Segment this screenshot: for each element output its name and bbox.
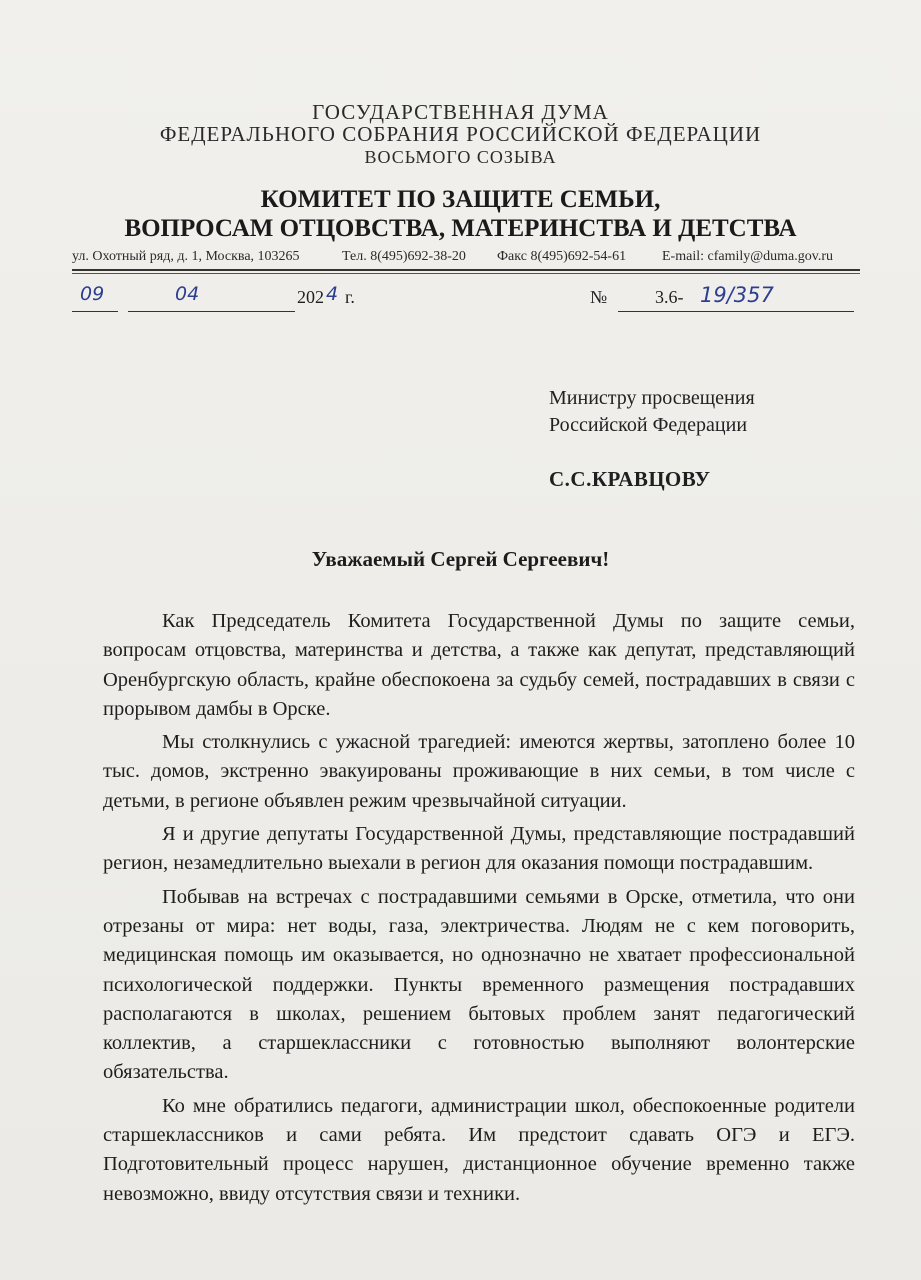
number-prefix: 3.6- (655, 287, 684, 307)
contact-phone: Тел. 8(495)692-38-20 (342, 249, 466, 264)
header-rule-thin (72, 273, 860, 274)
paragraph-1: Как Председатель Комитета Государственной Думы по защите семьи, вопросам отцовства, материнства и детства, а также как депутат, представляющий Оренбургскую область, крайне обеспокоена за судьбу семей, пострадавших в связи с прорывом дамбы в Орске. (103, 610, 855, 720)
number-line (618, 311, 854, 312)
addressee-name: С.С.КРАВЦОВУ (549, 467, 711, 491)
paragraph-3: Я и другие депутаты Государственной Думы, представляющие пострадавший регион, незамедлительно выехали в регион для оказания помощи пострадавшим. (103, 823, 855, 875)
date-year-suffix: г. (345, 287, 355, 307)
paragraph-4: Побывав на встречах с пострадавшими семьями в Орске, отметила, что они отрезаны от мира: нет воды, газа, электричества. Людям не с кем поговорить, медицинская помощь им оказывается, но однозначно не хватает профессиональной психологической поддержки. Пункты временного размещения пострадавших располагаются в школах, решением бытовых проблем занят педагогический коллектив, а старшеклассники с готовностью выполняют волонтерские обязательства. (103, 885, 855, 1084)
letterhead-line-2: ФЕДЕРАЛЬНОГО СОБРАНИЯ РОССИЙСКОЙ ФЕДЕРАЦИИ (159, 122, 762, 146)
contact-fax: Факс 8(495)692-54-61 (497, 249, 627, 264)
date-year-prefix: 202 (297, 287, 324, 307)
letter-body (103, 607, 855, 1213)
date-year-digit: 4 (326, 283, 339, 305)
date-day: 09 (80, 283, 105, 305)
letterhead-line-1: ГОСУДАРСТВЕННАЯ ДУМА (312, 100, 609, 124)
date-day-line (72, 311, 118, 312)
date-month-line (128, 311, 295, 312)
addressee-line-1: Министру просвещения (549, 387, 755, 409)
letterhead-line-3: ВОСЬМОГО СОЗЫВА (364, 147, 557, 167)
salutation: Уважаемый Сергей Сергеевич! (311, 547, 610, 571)
committee-title-2: ВОПРОСАМ ОТЦОВСТВА, МАТЕРИНСТВА И ДЕТСТВА (124, 215, 797, 242)
number-handwritten: 19/357 (700, 283, 774, 307)
contacts-bar (72, 249, 862, 271)
addressee-block (549, 385, 755, 439)
committee-title-1: КОМИТЕТ ПО ЗАЩИТЕ СЕМЬИ, (260, 186, 661, 213)
paragraph-2: Мы столкнулись с ужасной трагедией: имеются жертвы, затоплено более 10 тыс. домов, экстренно эвакуированы проживающие в них семьи, в том числе с детьми, в регионе объявлен режим чрезвычайной ситуации. (103, 731, 855, 812)
number-label: № (590, 287, 608, 307)
contact-address: ул. Охотный ряд, д. 1, Москва, 103265 (72, 249, 300, 264)
paragraph-5: Ко мне обратились педагоги, администрации школ, обеспокоенные родители старшеклассников и сами ребята. Им предстоит сдавать ОГЭ и ЕГЭ. Подготовительный процесс нарушен, дистанционное обучение временно также невозможно, ввиду отсутствия связи и техники. (103, 1094, 855, 1205)
addressee-line-2: Российской Федерации (549, 414, 748, 436)
header-rule (72, 269, 860, 271)
date-month: 04 (175, 283, 200, 305)
contact-email: E-mail: cfamily@duma.gov.ru (662, 249, 833, 264)
